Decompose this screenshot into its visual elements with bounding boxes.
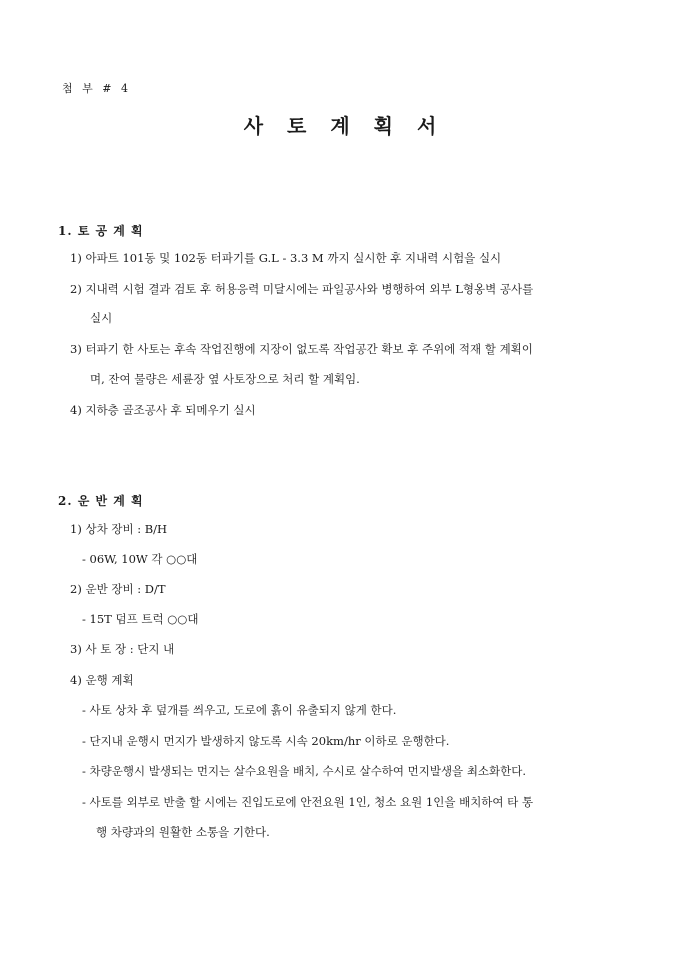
section-2-item-3: 3) 사 토 장 : 단지 내 (70, 642, 175, 656)
section-2-item-1: 1) 상차 장비 : B/H (70, 522, 168, 536)
page-title: 사토계획서 (243, 114, 461, 138)
section-1-item-2-cont: 실시 (90, 311, 113, 325)
attachment-label: 첨 부 # 4 (62, 82, 131, 95)
section-1-item-3-cont: 며, 잔여 물량은 세륜장 옆 사토장으로 처리 할 계획임. (90, 372, 360, 386)
section-2-item-1-detail: - 06W, 10W 각 ○○대 (82, 552, 198, 566)
section-1-heading: 1. 토 공 계 획 (58, 224, 144, 238)
section-2-item-4: 4) 운행 계획 (70, 673, 134, 687)
section-1-item-2: 2) 지내력 시험 결과 검토 후 허용응력 미달시에는 파일공사와 병행하여 외부 L형옹벽 공사를 (70, 282, 534, 296)
section-2-plan-4: - 사토를 외부로 반출 할 시에는 진입도로에 안전요원 1인, 청소 요원 1인을 배치하여 타 통 (82, 795, 534, 809)
section-1-item-1: 1) 아파트 101동 및 102동 터파기를 G.L - 3.3 M 까지 실시한 후 지내력 시험을 실시 (70, 251, 502, 265)
section-2-heading: 2. 운 반 계 획 (58, 494, 144, 508)
section-2-plan-2: - 단지내 운행시 먼지가 발생하지 않도록 시속 20km/hr 이하로 운행한다. (82, 734, 450, 748)
section-2-plan-4-cont: 행 차량과의 원활한 소통을 기한다. (96, 825, 270, 839)
section-2-plan-1: - 사토 상차 후 덮개를 씌우고, 도로에 흙이 유출되지 않게 한다. (82, 703, 397, 717)
section-2-item-2: 2) 운반 장비 : D/T (70, 582, 166, 596)
section-2-plan-3: - 차량운행시 발생되는 먼지는 살수요원을 배치, 수시로 살수하여 먼지발생을 최소화한다. (82, 764, 527, 778)
section-1-item-4: 4) 지하층 골조공사 후 되메우기 실시 (70, 403, 256, 417)
section-2-item-2-detail: - 15T 덤프 트럭 ○○대 (82, 612, 199, 626)
section-1-item-3: 3) 터파기 한 사토는 후속 작업진행에 지장이 없도록 작업공간 확보 후 주위에 적재 할 계획이 (70, 342, 533, 356)
